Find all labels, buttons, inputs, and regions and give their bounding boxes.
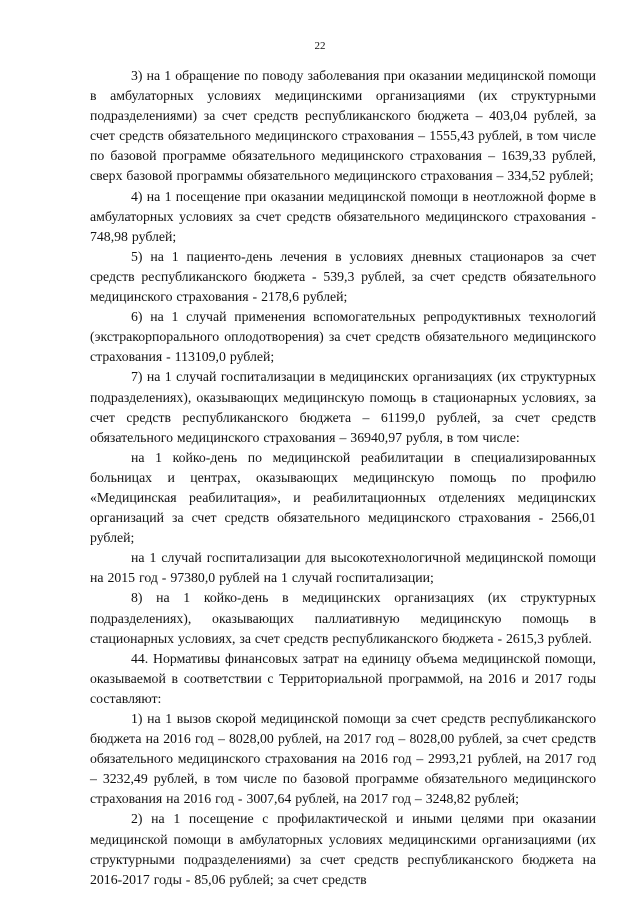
- document-body: [90, 66, 596, 890]
- paragraph-1-skoraya: 1) на 1 вызов скорой медицинской помощи за счет средств республиканского бюджета на 2016 год – 8028,00 рублей, на 2017 год – 8028,00 рублей, за счет средств обязательного медицинского страхования на 2016 год – 2993,21 рублей, на 2017 год – 3232,49 рублей, в том числе по базовой программе обязательного медицинского страхования на 2016 год - 3007,64 рублей, на 2017 год – 3248,82 рублей;: [90, 711, 596, 807]
- paragraph-vmp: на 1 случай госпитализации для высокотехнологичной медицинской помощи на 2015 год - 97380,0 рублей на 1 случай госпитализации;: [90, 550, 596, 586]
- paragraph-8-palliativ: 8) на 1 койко-день в медицинских организациях (их структурных подразделениях), оказывающих паллиативную медицинскую помощь в стационарных условиях, за счет средств республиканского бюджета - 2615,3 рублей.: [90, 590, 596, 646]
- paragraph-reabilitaciya: на 1 койко-день по медицинской реабилитации в специализированных больницах и центрах, оказывающих медицинскую помощь по профилю «Медицинская реабилитация», и реабилитационных отделениях медицинских организаций за счет средств обязательного медицинского страхования - 2566,01 рублей;: [90, 449, 596, 546]
- paragraph-3-obrashchenie: 3) на 1 обращение по поводу заболевания при оказании медицинской помощи в амбулаторных условиях медицинскими организациями (их структурными подразделениями) за счет средств республиканского бюджета – 403,04 рублей, за счет средств обязательного медицинского страхования – 1555,43 рублей, в том числе по базовой программе обязательного медицинского страхования – 1639,33 рублей, сверх базовой программы обязательного медицинского страхования – 334,52 рублей;: [90, 68, 596, 184]
- page-number: 22: [314, 40, 326, 52]
- paragraph-7-gospitalizaciya: 7) на 1 случай госпитализации в медицинских организациях (их структурных подразделениях), оказывающих медицинскую помощь в стационарных условиях, за счет средств республиканского бюджета – 61199,0 рублей, за счет средств обязательного медицинского страхования – 36940,97 рубля, в том числе:: [90, 369, 596, 445]
- paragraph-4-neotlozhnaya: 4) на 1 посещение при оказании медицинской помощи в неотложной форме в амбулаторных условиях за счет средств обязательного медицинского страхования - 748,98 рублей;: [90, 188, 596, 244]
- paragraph-5-dnevnoy-stacionar: 5) на 1 пациенто-день лечения в условиях дневных стационаров за счет средств республиканского бюджета - 539,3 рублей, за счет средств обязательного медицинского страхования - 2178,6 рублей;: [90, 248, 596, 305]
- paragraph-44-normativy: 44. Нормативы финансовых затрат на единицу объема медицинской помощи, оказываемой в соответствии с Территориальной программой, на 2016 и 2017 годы составляют:: [90, 650, 596, 706]
- paragraph-6-eko: 6) на 1 случай применения вспомогательных репродуктивных технологий (экстракорпорального оплодотворения) за счет средств обязательного медицинского страхования - 113109,0 рублей;: [90, 309, 596, 365]
- paragraph-2-profilaktika: 2) на 1 посещение с профилактической и иными целями при оказании медицинской помощи в амбулаторных условиях медицинскими организациями (их структурными подразделениями) за счет средств республиканского бюджета на 2016-2017 годы - 85,06 рублей; за счет средств: [90, 811, 596, 887]
